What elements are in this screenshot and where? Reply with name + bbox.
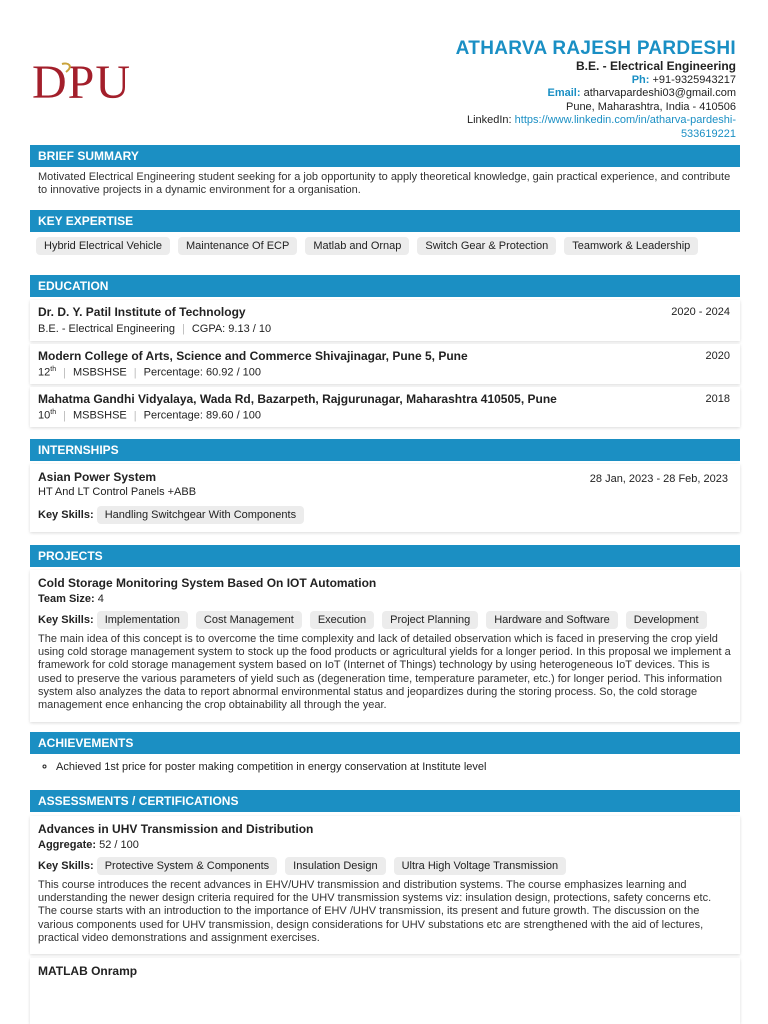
email-value[interactable]: atharvapardeshi03@gmail.com	[583, 87, 736, 99]
separator: |	[133, 409, 137, 422]
project-name: Cold Storage Monitoring System Based On IOT Automation	[38, 576, 377, 590]
company-name: Asian Power System	[38, 470, 157, 484]
email-line	[336, 87, 736, 101]
achievement-item: ◦ Achieved 1st price for poster making competition in energy conservation at Institute level	[56, 761, 486, 773]
linkedin-link[interactable]: https://www.linkedin.com/in/atharva-pardeshi-	[514, 114, 736, 126]
school-name: Modern College of Arts, Science and Commerce Shivajinagar, Pune 5, Pune	[38, 349, 468, 363]
assessment-entry	[30, 816, 740, 954]
course-name: Advances in UHV Transmission and Distribution	[38, 822, 314, 836]
skill-chip: Cost Management	[196, 611, 302, 629]
separator: |	[63, 366, 66, 379]
candidate-name: ATHARVA RAJESH PARDESHI	[455, 38, 736, 59]
expertise-chips	[36, 237, 706, 255]
location: Pune, Maharashtra, India - 410506	[565, 100, 736, 113]
achievements-heading: ACHIEVEMENTS	[30, 732, 740, 754]
education-date: 2020 - 2024	[671, 306, 730, 318]
education-score: CGPA: 9.13 / 10	[191, 323, 272, 335]
summary-heading: BRIEF SUMMARY	[30, 145, 740, 167]
key-skills-label: Key Skills:	[38, 509, 94, 521]
internship-entry	[30, 464, 740, 532]
education-date: 2018	[705, 393, 730, 405]
team-size-value: 4	[97, 593, 104, 605]
logo-swoosh-icon	[36, 60, 76, 90]
assessment-entry	[30, 958, 740, 1024]
summary-text: Motivated Electrical Engineering student seeking for a job opportunity to apply theoretical knowledge, gain practical experience, and contribute to innovative projects in a dynamic environment for a organisation.	[38, 171, 731, 197]
skill-chip: Hardware and Software	[486, 611, 618, 629]
candidate-degree: B.E. - Electrical Engineering	[575, 59, 736, 73]
education-entry	[30, 344, 740, 384]
education-grade-suffix: th	[50, 409, 57, 416]
education-entry	[30, 387, 740, 427]
separator: |	[181, 323, 185, 335]
education-degree: B.E. - Electrical Engineering	[38, 323, 175, 335]
contact-block	[336, 38, 736, 141]
school-name: Mahatma Gandhi Vidyalaya, Wada Rd, Bazarpeth, Rajgurunagar, Maharashtra 410505, Pune	[38, 392, 557, 406]
education-grade-suffix: th	[50, 366, 57, 373]
expertise-chip: Hybrid Electrical Vehicle	[36, 237, 170, 255]
internship-role: HT And LT Control Panels +ABB	[38, 486, 197, 498]
aggregate-label: Aggregate:	[38, 839, 97, 851]
phone-value: +91-9325943217	[652, 73, 736, 86]
education-date: 2020	[705, 350, 730, 362]
logo-text: DPU	[32, 56, 132, 109]
projects-heading: PROJECTS	[30, 545, 740, 567]
aggregate-value: 52 / 100	[99, 839, 139, 851]
expertise-heading: KEY EXPERTISE	[30, 210, 740, 232]
assessments-heading: ASSESSMENTS / CERTIFICATIONS	[30, 790, 740, 812]
key-skills-label: Key Skills:	[38, 614, 94, 626]
education-entry	[30, 300, 740, 341]
expertise-chip: Teamwork & Leadership	[564, 237, 698, 255]
skill-chip: Project Planning	[382, 611, 478, 629]
skill-chip: Ultra High Voltage Transmission	[394, 857, 567, 875]
education-grade: 12	[38, 366, 51, 379]
phone-label: Ph:	[631, 73, 650, 86]
key-skills-label: Key Skills:	[38, 860, 94, 872]
skill-chip: Protective System & Components	[97, 857, 277, 875]
education-score: Percentage: 89.60 / 100	[143, 409, 262, 422]
course-description: This course introduces the recent advances in EHV/UHV transmission and distribution systems. The course emphasizes learning and understanding the newer design criteria required for the UHV transmission systems viz: insulation design, protections, safety concerns etc. The course starts with an introduction to the importance of EHV /UHV transmission, its present and future growth. The discussion on the various components used for UHV transmission, design considerations for UHV substations etc are strengthened with the aid of lectures, practical video demonstrations and assignment exercises.	[38, 879, 712, 944]
project-description: The main idea of this concept is to overcome the time complexity and lack of detailed observation which is faced in preserving the crop yield using cold storage management system to stock up the food products or agricultural yields for a longer period. In this proposal we implement a framework for cold storage management system based on IoT (Internet of Things) technology by using heterogeneous IoT devices. This is used to preserve the various parameters of yield such as (degeneration time, temperature parameter, etc.) for longer period. This information system also analyzes the data to report abnormal environmental status and jeopardizes during the storing process. So, the cold storage management ence enhancing the crop obtainability all through the year.	[38, 633, 731, 712]
expertise-chip: Switch Gear & Protection	[417, 237, 556, 255]
separator: |	[63, 409, 66, 422]
expertise-chip: Matlab and Ornap	[305, 237, 409, 255]
expertise-chip: Maintenance Of ECP	[178, 237, 297, 255]
dpu-logo	[32, 58, 172, 108]
project-entry	[30, 570, 740, 722]
education-grade: 10	[38, 409, 51, 422]
school-name: Dr. D. Y. Patil Institute of Technology	[38, 305, 246, 319]
skill-chip: Implementation	[97, 611, 188, 629]
education-score: Percentage: 60.92 / 100	[143, 366, 262, 379]
skill-chip: Insulation Design	[285, 857, 385, 875]
education-heading: EDUCATION	[30, 275, 740, 297]
skill-chip: Handling Switchgear With Components	[97, 506, 304, 524]
achievements-list	[56, 761, 486, 773]
education-board: MSBSHSE	[72, 366, 127, 379]
skill-chip: Development	[626, 611, 707, 629]
skill-chip: Execution	[310, 611, 374, 629]
course-name: MATLAB Onramp	[38, 964, 138, 978]
team-size-label: Team Size:	[38, 593, 95, 605]
internship-date: 28 Jan, 2023 - 28 Feb, 2023	[589, 473, 728, 485]
phone-line	[336, 74, 736, 88]
email-label: Email:	[547, 87, 581, 99]
linkedin-link-cont[interactable]: 533619221	[680, 127, 736, 140]
separator: |	[133, 366, 137, 379]
linkedin-label: LinkedIn:	[466, 114, 512, 126]
resume-header	[0, 0, 768, 140]
education-board: MSBSHSE	[72, 409, 127, 422]
internships-heading: INTERNSHIPS	[30, 439, 740, 461]
linkedin-line	[336, 114, 736, 128]
